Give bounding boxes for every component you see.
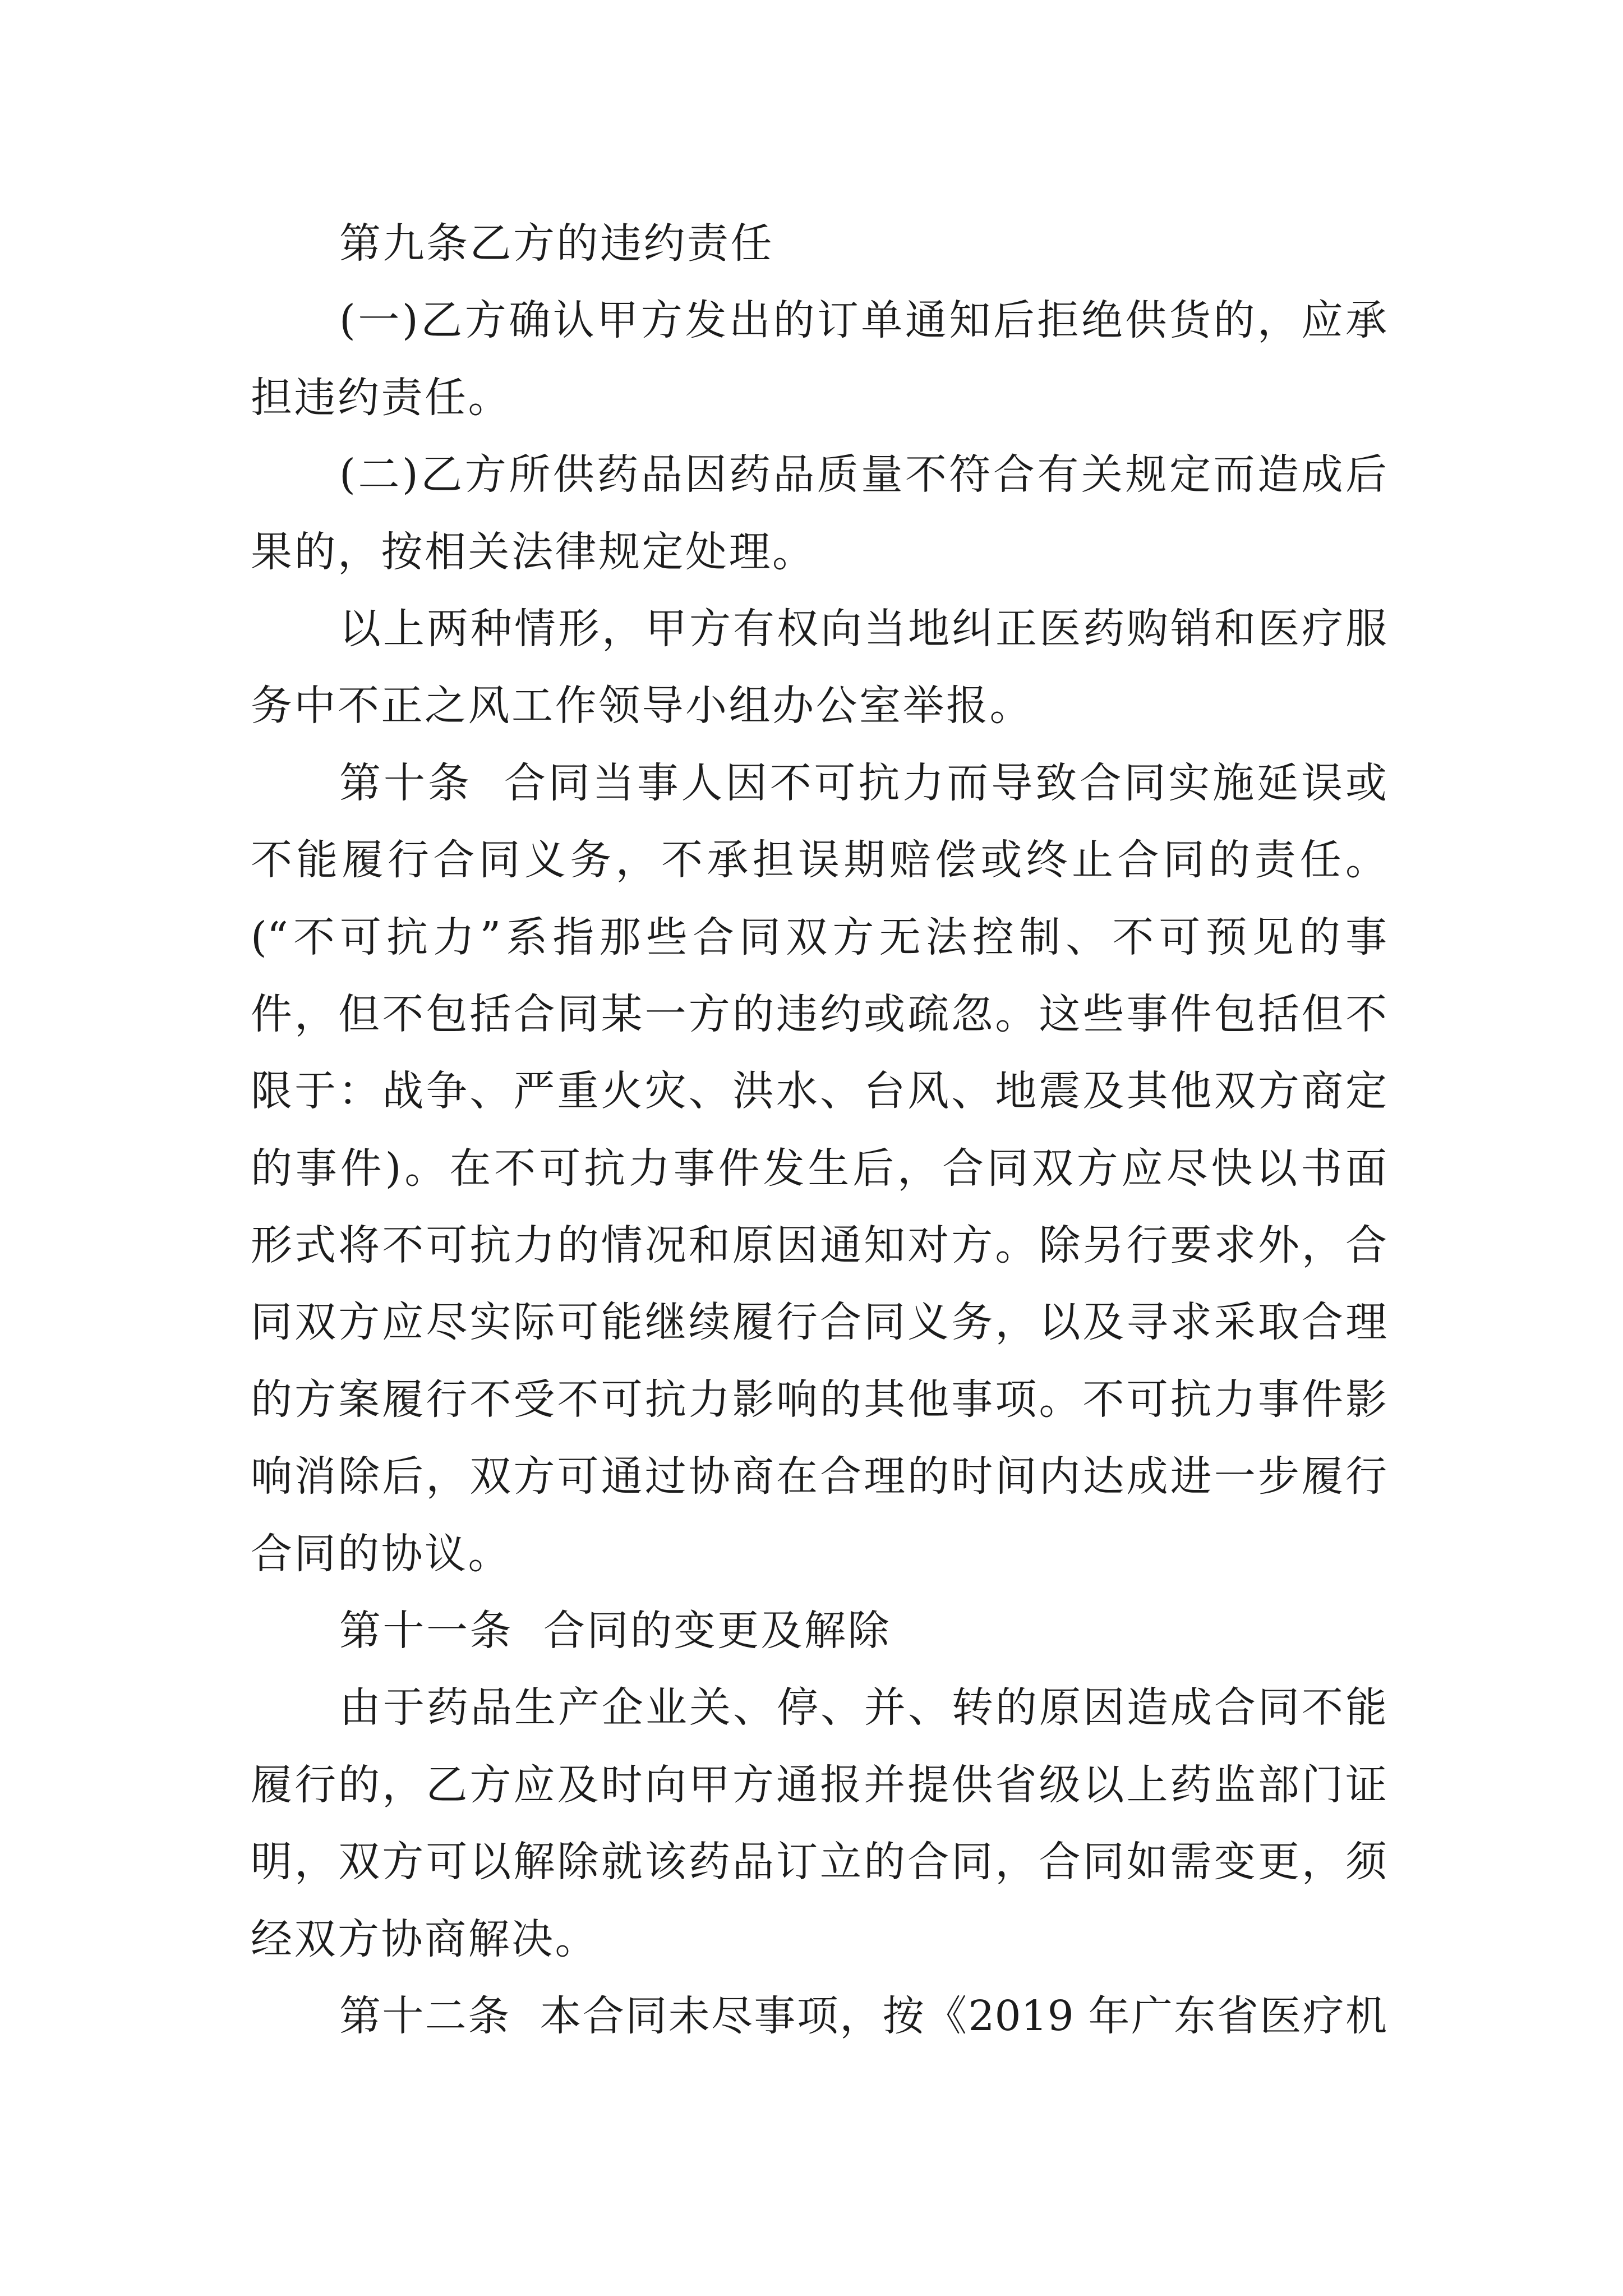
document-body [251,205,1387,2055]
paragraph-line: 由于药品生产企业关、停、并、转的原因造成合同不能 [339,1683,1387,1732]
paragraph-line: 的事件)。在不可抗力事件发生后，合同双方应尽快以书面 [251,1144,1387,1193]
paragraph-line: (“不可抗力”系指那些合同双方无法控制、不可预见的事 [251,913,1387,961]
article-10-paragraph [251,745,1387,1593]
paragraph-line: 履行的，乙方应及时向甲方通报并提供省级以上药监部门证 [251,1760,1387,1809]
paragraph-line: (二)乙方所供药品因药品质量不符合有关规定而造成后 [339,450,1387,499]
heading-line: 第十一条 合同的变更及解除 [339,1607,892,1655]
heading-line: 第九条乙方的违约责任 [339,219,774,268]
paragraph-line: 第十二条 本合同未尽事项，按《2019 年广东省医疗机 [339,1991,1387,2040]
article-9-note [251,591,1387,745]
paragraph-line: 担违约责任。 [251,373,511,422]
article-11-paragraph [251,1669,1387,1978]
paragraph-line: 合同的协议。 [251,1529,511,1578]
paragraph-line: 件，但不包括合同某一方的违约或疏忽。这些事件包括但不 [251,990,1387,1038]
paragraph-line: 第十条 合同当事人因不可抗力而导致合同实施延误或 [339,758,1387,807]
paragraph-line: 限于：战争、严重火灾、洪水、台风、地震及其他双方商定 [251,1067,1387,1116]
paragraph-line: 同双方应尽实际可能继续履行合同义务，以及寻求采取合理 [251,1298,1387,1347]
paragraph-line: 明，双方可以解除就该药品订立的合同，合同如需变更，须 [251,1838,1387,1887]
article-9-heading [251,205,1387,282]
paragraph-line: 以上两种情形，甲方有权向当地纠正医药购销和医疗服 [339,604,1387,653]
paragraph-line: (一)乙方确认甲方发出的订单通知后拒绝供货的，应承 [339,296,1387,345]
paragraph-line: 的方案履行不受不可抗力影响的其他事项。不可抗力事件影 [251,1375,1387,1424]
paragraph-line: 果的，按相关法律规定处理。 [251,527,816,576]
paragraph-line: 形式将不可抗力的情况和原因通知对方。除另行要求外，合 [251,1221,1387,1270]
article-9-clause-1 [251,282,1387,436]
paragraph-line: 经双方协商解决。 [251,1915,598,1963]
paragraph-line: 不能履行合同义务，不承担误期赔偿或终止合同的责任。 [251,836,1387,885]
article-9-clause-2 [251,436,1387,591]
paragraph-line: 响消除后，双方可通过协商在合理的时间内达成进一步履行 [251,1452,1387,1501]
article-11-heading [251,1593,1387,1669]
paragraph-line: 务中不正之风工作领导小组办公室举报。 [251,682,1033,730]
article-12-paragraph [251,1978,1387,2055]
